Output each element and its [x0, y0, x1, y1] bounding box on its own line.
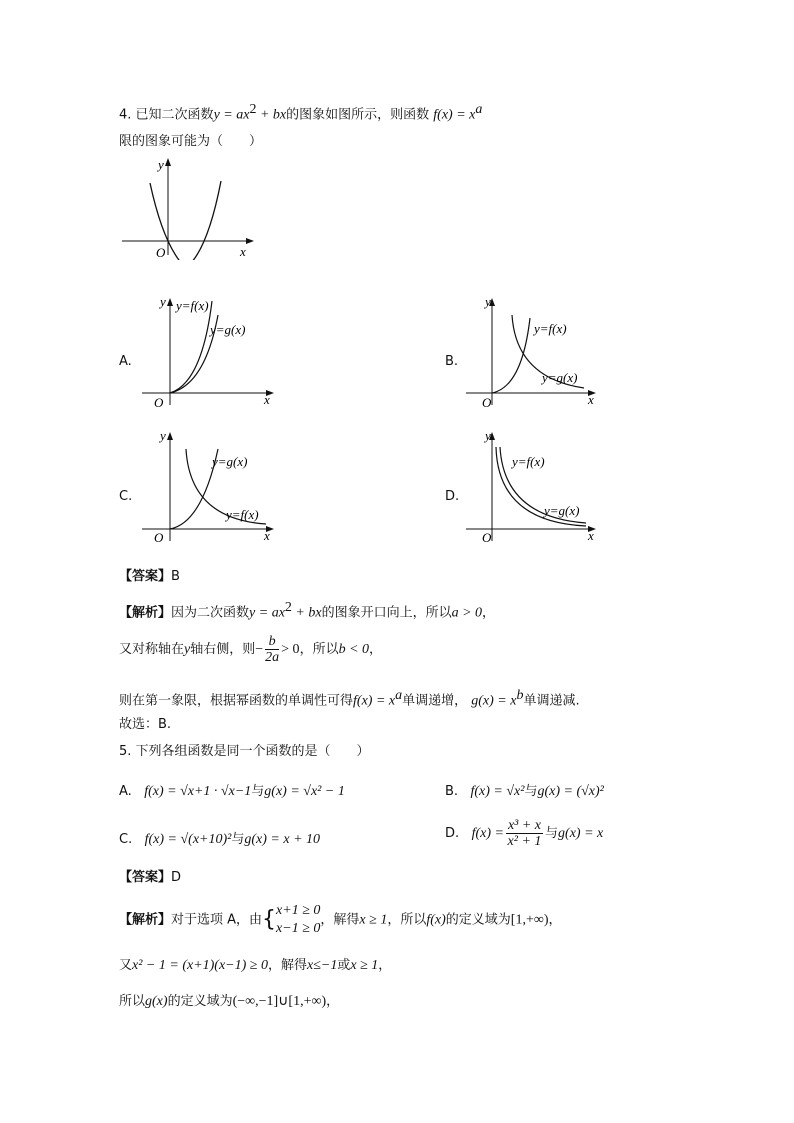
- text: 的定义域为: [167, 994, 233, 1009]
- inequality: x+1 ≥ 0: [276, 903, 321, 918]
- text: 的定义域为: [445, 912, 511, 928]
- option-b-label: B.: [445, 354, 459, 369]
- origin-label: O: [482, 530, 492, 545]
- text: 单调递减.: [523, 693, 580, 709]
- parabola-graph: [118, 155, 258, 260]
- math: f(x) = √x²: [470, 784, 525, 799]
- question-number: 4.: [119, 107, 132, 123]
- math: a: [475, 102, 483, 117]
- question-number: 5.: [119, 744, 132, 759]
- inequality: x−1 ≥ 0: [276, 921, 321, 936]
- math: > 0: [281, 642, 300, 657]
- curve-label-f: y=f(x): [534, 321, 567, 336]
- curve-label-f: y=f(x): [176, 298, 209, 313]
- curve-label-g: y=g(x): [544, 503, 580, 518]
- option-a-label: A.: [119, 354, 132, 369]
- curve-label-g: y=g(x): [210, 322, 246, 337]
- inequality-system: [276, 902, 320, 938]
- q5-option-d: [445, 818, 603, 849]
- text: 又: [119, 958, 133, 973]
- text: 与: [231, 832, 245, 847]
- option-label: D.: [445, 826, 460, 841]
- math: (−∞,−1]∪[1,+∞): [232, 994, 327, 1009]
- text: 已知二次函数: [135, 107, 214, 123]
- text: 下列各组函数是同一个函数的是（ ）: [135, 744, 370, 759]
- math: b < 0: [338, 642, 370, 657]
- text: ，: [482, 605, 496, 621]
- analysis-tag: 【解析】: [119, 912, 172, 928]
- curve-label-f: y=f(x): [226, 507, 259, 522]
- answer-tag: 【答案】: [119, 870, 172, 885]
- text: ，所以: [299, 642, 339, 657]
- curve-label-g: y=g(x): [542, 370, 578, 385]
- option-d-label: D.: [445, 489, 460, 504]
- math: g(x) = x: [471, 693, 517, 709]
- analysis-4-line3: [119, 686, 580, 711]
- math: g(x) = (√x)²: [537, 784, 604, 799]
- math: a: [395, 688, 403, 703]
- answer-5: [119, 868, 181, 888]
- q4-stem-line1: 4. 已知二次函数$y = ax^2$ + bx的图象如图所示，则函数 $f(x) = x^a$: [119, 102, 483, 123]
- math: f(x): [426, 912, 446, 928]
- math: x² − 1 = (x+1)(x−1) ≥ 0: [132, 958, 268, 973]
- analysis-tag: 【解析】: [119, 605, 172, 621]
- text: ，: [378, 958, 392, 973]
- y-axis-label: y: [485, 294, 491, 309]
- origin-label: O: [156, 245, 166, 260]
- option-d-graph: [464, 427, 604, 545]
- text: 与: [545, 826, 559, 841]
- math: −: [255, 642, 264, 657]
- q5-option-a: [119, 780, 345, 800]
- analysis-4-line1: 【解析】因为二次函数$y = ax^2$ + bx的图象开口向上，所以a > 0，: [119, 600, 496, 621]
- text: 与: [524, 784, 538, 799]
- text: ，: [326, 994, 340, 1009]
- math: y = ax: [213, 107, 250, 123]
- answer-4: [119, 567, 180, 587]
- y-axis-label: y: [158, 157, 164, 172]
- option-a-graph: [140, 293, 280, 411]
- math: x ≥ 1: [350, 958, 379, 973]
- math: f(x) = x: [353, 693, 396, 709]
- option-c-graph: [140, 427, 280, 545]
- math: x ≥ 1: [359, 912, 388, 928]
- fraction: [265, 634, 279, 665]
- curve-label-g: y=g(x): [212, 454, 248, 469]
- analysis-4-line2: [119, 633, 382, 667]
- analysis-5-line3: [119, 992, 339, 1012]
- text: 轴右侧，则: [190, 642, 256, 657]
- option-c-label: C.: [119, 489, 133, 504]
- y-axis-label: y: [160, 428, 166, 443]
- math: x≤−1: [307, 958, 338, 973]
- text: 对于选项 A，由: [171, 912, 263, 928]
- text: 则在第一象限，根据幂函数的单调性可得: [119, 693, 354, 709]
- analysis-5-line2: [119, 956, 391, 976]
- answer-value: D: [171, 870, 182, 885]
- text: 与: [251, 784, 265, 799]
- y-axis-label: y: [160, 294, 166, 309]
- denominator: x² + 1: [507, 834, 542, 849]
- math: f(x) =: [471, 826, 504, 841]
- numerator: b: [265, 634, 279, 650]
- fraction: [506, 818, 543, 849]
- math: y: [184, 642, 191, 657]
- option-label: B.: [445, 784, 459, 799]
- x-axis-label: x: [264, 392, 270, 407]
- text: ，解得: [267, 958, 307, 973]
- text: 又对称轴在: [119, 642, 185, 657]
- x-axis-label: x: [240, 244, 246, 259]
- denominator: 2a: [265, 650, 280, 665]
- option-label: A.: [119, 784, 132, 799]
- y-axis-label: y: [485, 428, 491, 443]
- text: 所以: [119, 994, 146, 1009]
- text: 因为二次函数: [171, 605, 250, 621]
- math: g(x): [145, 994, 168, 1009]
- text: ，所以: [387, 912, 427, 928]
- origin-label: O: [154, 395, 164, 410]
- option-b-graph: [464, 293, 604, 411]
- x-axis-label: x: [264, 528, 270, 543]
- curve-label-f: y=f(x): [512, 454, 545, 469]
- origin-label: O: [482, 395, 492, 410]
- math: f(x) = x: [433, 107, 476, 123]
- text: 的图象如图所示，则函数: [286, 107, 430, 123]
- math: + bx: [291, 605, 322, 621]
- text: ，: [548, 912, 562, 928]
- brace: {: [262, 907, 277, 932]
- text: 单调递增，: [402, 693, 468, 709]
- answer-value: B: [171, 569, 180, 584]
- math: [1,+∞): [510, 912, 549, 928]
- text: ，解得: [320, 912, 360, 928]
- math: b: [516, 688, 524, 703]
- math: + bx: [256, 107, 287, 123]
- q5-stem: [119, 742, 370, 762]
- q5-option-b: [445, 780, 604, 800]
- analysis-4-line4: 故选：B.: [119, 717, 172, 732]
- q5-option-c: [119, 828, 320, 848]
- analysis-5-line1: [119, 900, 562, 941]
- option-label: C.: [119, 832, 133, 847]
- math: g(x) = x + 10: [244, 832, 321, 847]
- math: a > 0: [451, 605, 483, 621]
- x-axis-label: x: [588, 528, 594, 543]
- text: 或: [337, 958, 351, 973]
- origin-label: O: [154, 530, 164, 545]
- q4-stem-line2: 限的图象可能为（ ）: [119, 134, 263, 149]
- math: y = ax: [249, 605, 285, 621]
- answer-tag: 【答案】: [119, 569, 172, 584]
- numerator: x³ + x: [507, 818, 542, 833]
- text: ，: [369, 642, 383, 657]
- math: f(x) = √(x+10)²: [144, 832, 232, 847]
- text: 的图象开口向上，所以: [321, 605, 452, 621]
- x-axis-label: x: [588, 392, 594, 407]
- math: g(x) = √x² − 1: [264, 784, 345, 799]
- math: f(x) = √x+1 · √x−1: [144, 784, 252, 799]
- math: g(x) = x: [558, 826, 604, 841]
